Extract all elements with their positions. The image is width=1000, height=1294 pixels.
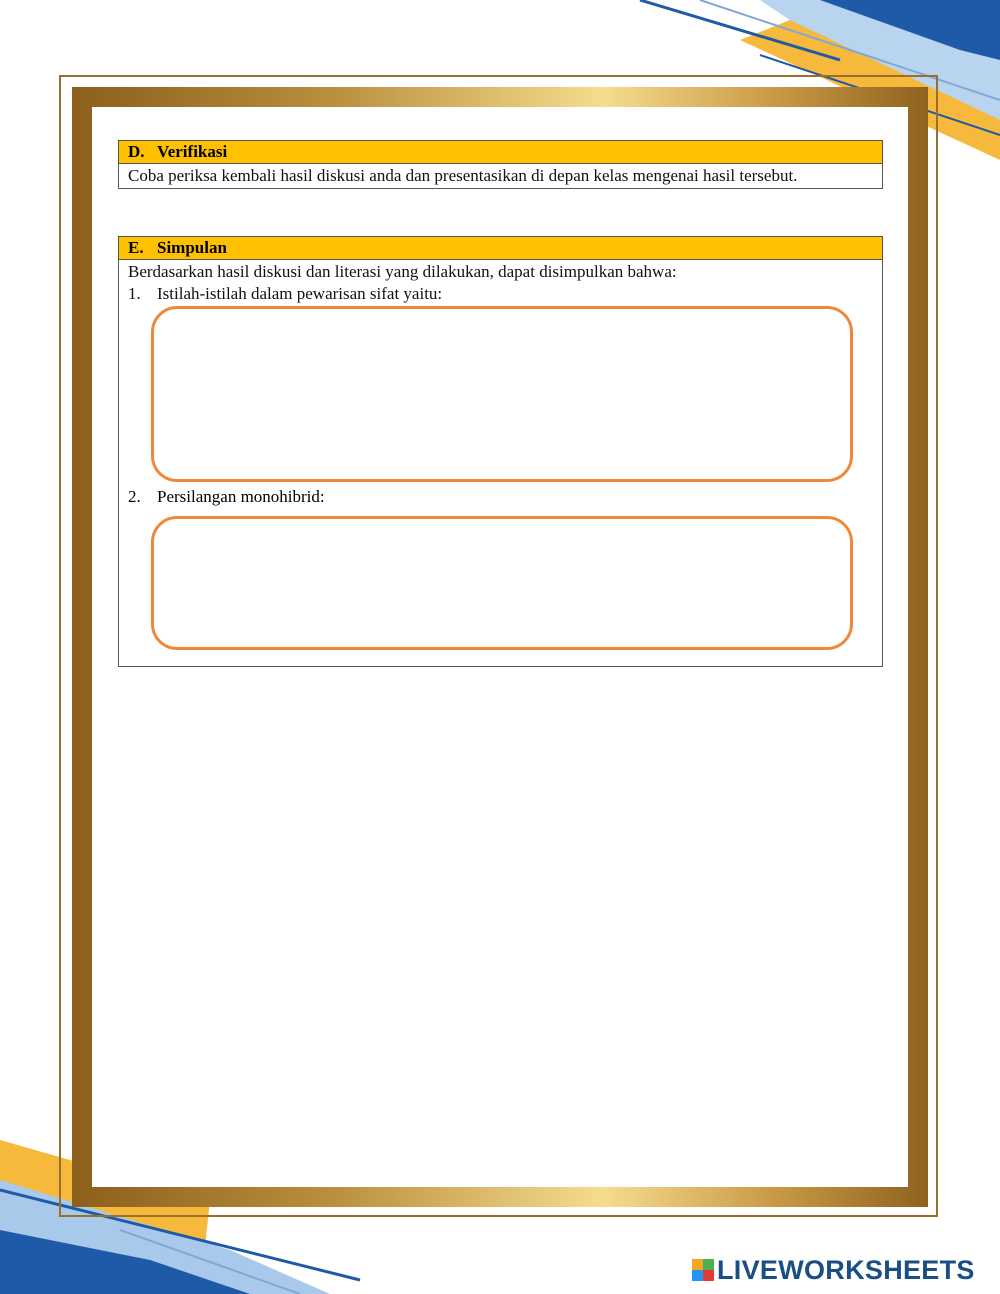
simpulan-title: Simpulan xyxy=(157,238,227,257)
logo-text: LIVEWORKSHEETS xyxy=(717,1254,975,1285)
verifikasi-text: Coba periksa kembali hasil diskusi anda dan presentasikan di depan kelas mengenai hasil tersebut. xyxy=(128,166,798,185)
verifikasi-header xyxy=(119,141,882,164)
item-number: 2. xyxy=(128,487,141,506)
liveworksheets-logo[interactable] xyxy=(692,1256,975,1284)
logo-mark-icon xyxy=(692,1259,714,1281)
verifikasi-section xyxy=(118,140,883,189)
simpulan-header xyxy=(119,237,882,260)
answer-box-istilah[interactable] xyxy=(151,306,853,482)
simpulan-intro: Berdasarkan hasil diskusi dan literasi yang dilakukan, dapat disimpulkan bahwa: xyxy=(128,262,677,281)
list-item xyxy=(128,283,873,305)
simpulan-letter: E. xyxy=(128,238,144,257)
simpulan-body xyxy=(119,260,882,306)
answer-box-monohibrid[interactable] xyxy=(151,516,853,650)
item-number: 1. xyxy=(128,284,141,303)
verifikasi-letter: D. xyxy=(128,142,145,161)
item-label: Persilangan monohibrid: xyxy=(157,487,325,506)
item-label: Istilah-istilah dalam pewarisan sifat yaitu: xyxy=(157,284,443,303)
list-item xyxy=(128,486,325,508)
verifikasi-title: Verifikasi xyxy=(157,142,228,161)
